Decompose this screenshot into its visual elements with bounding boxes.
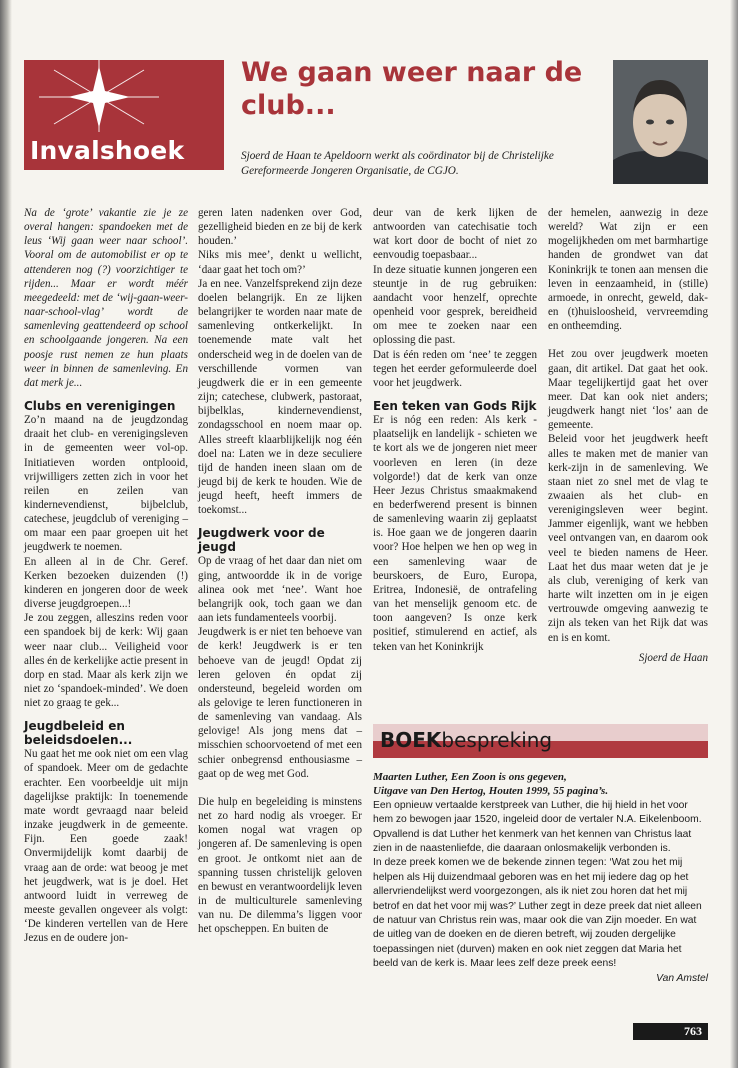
paragraph: der hemelen, aanwezig in deze wereld? Wat zijn er een mogelijkheden om met barmhartige handen de grondwet van dat Koninkrijk te tonen aan mensen die leven in eenzaamheid, in (stille) armoede, in onrecht, geweld, dak- en (t)huisloosheid, vervreemding en ontheemding. xyxy=(548,207,708,333)
author-signature: Sjoerd de Haan xyxy=(638,651,708,664)
paragraph: In deze preek komen we de bekende zinnen tegen: ‘Wat zou het mij helpen als Hij duizendmaal geboren was en het mij iedere dag op het allervriendelijkst werd voorgezongen, als ik niet zou horen dat het mij betrof en dat het voor mij was?’ Luther zegt in deze preek dat niet alleen de natuur van Christus rein was, maar ook die van Zijn moeder. En wat de uitleg van de doeken en de dieren betreft, wij zouden dergelijke toepassingen niet (durven) maken en ook niet zeggen dat Maria het beeld van de kerk is. Maar lees zelf deze preek eens! xyxy=(373,857,702,970)
heading-gods-rijk: Een teken van Gods Rijk xyxy=(373,399,537,414)
paragraph: Beleid voor het jeugdwerk heeft alles te maken met de manier van kerk-zijn in de samenleving. We staan niet zo snel met de vlag te zwaaien als het club- en verenigingsleven weer begint. Jammer eigenlijk, want we hebben veel ontvangen van, en daarom ook veel te bieden namens de Heer. Laat het dus maar weten dat je je als club, vereniging of kerk van harte wilt inzetten om in je eigen vertrouwde omgeving aanwezig te zijn als teken van het Rijk dat was en is en komt. xyxy=(548,433,708,644)
paragraph: En alleen al in de Chr. Geref. Kerken bezoeken duizenden (!) kinderen en jongeren door de week diverse jeugdgroepen...! xyxy=(24,555,188,611)
page-binding-edge xyxy=(0,0,12,1068)
page-right-edge xyxy=(730,0,738,1068)
paragraph: geren laten nadenken over God, gezelligheid bieden en ze bij de kerk houden.’ xyxy=(198,207,362,248)
heading-clubs: Clubs en verenigingen xyxy=(24,399,176,414)
heading-jeugdbeleid: Jeugdbeleid en beleidsdoelen... xyxy=(24,719,133,748)
paragraph: Nu gaat het me ook niet om een vlag of spandoek. Meer om de gedachte erachter. Een voorbeeldje uit mijn dagelijkse praktijk: In toenemende mate wordt gevraagd naar beleid inzake jeugdwerk in de gemeente. Fijn. Een goede zaak! Onvermijdelijk komt daarbij de vraag aan de orde: wat beoog je met het jeugdwerk, wat is je doel. Het antwoord luidt in verreweg de meeste gevallen ongeveer als volgt: ‘De kinderen vertellen van de Here Jezus en de oudere jon- xyxy=(24,748,188,945)
heading-jeugdwerk: Jeugdwerk voor de jeugd xyxy=(198,526,325,555)
paragraph: Een opnieuw vertaalde kerstpreek van Luther, die hij hield in het voor hem zo bewogen jaar 1520, ingeleid door de vertaler N.A. Eikelenboom. Opvallend is dat Luther het kenmerk van het kennen van Christus laat zien in de naastenliefde, die daaraan onlosmakelijk verbonden is. xyxy=(373,799,702,855)
article-title: We gaan weer naar de club... xyxy=(241,57,583,121)
paragraph: Zo’n maand na de jeugdzondag draait het club- en verenigingsleven in de gemeenten weer vol-op. Initiatieven worden ontplooid, vrijwilligers zetten zich in voor het reilen en zeilen van kindernevendienst, bijbelclub, catechese, jeugdclub of vereniging – om maar een paar groepen uit het jeugdwerk te noemen. xyxy=(24,414,188,554)
paragraph: Je zou zeggen, alleszins reden voor een spandoek bij de kerk: Wij gaan weer naar club... Veiligheid voor alles én de kerkelijke actie present in dorp en stad. Maar als kerk zijn we niet zo ‘spandoek-minded’. We doen niet zo graag te gek... xyxy=(24,612,188,710)
page-number: 763 xyxy=(684,1024,702,1038)
paragraph: deur van de kerk lijken de antwoorden van catechisatie toch wat kort door de bocht of niet zo eenvoudig toepasbaar... xyxy=(373,207,537,262)
paragraph: In deze situatie kunnen jongeren een steuntje in de rug gebruiken: aandacht voor henzelf, oprechte openheid voor gesprek, bereidheid om mee te zoeken naar een oplossing die past. xyxy=(373,263,537,347)
article-lead: Na de ‘grote’ vakantie zie je ze overal hangen: spandoeken met de leus ‘Wij gaan weer naar school’. Vooral om de automobilist er op te attenderen nog (?) voorzichtiger te rijden... Maar er wordt méér meegedeeld: met de ‘wij-gaan-weer-naar-school-vlag’ wordt de samenleving geattendeerd op school en schoolgaande jongeren. Na een poosje rust nemen ze hun plaats weer in binnen de samenleving. En dat merk je... xyxy=(24,207,188,389)
paragraph: Er is nóg een reden: Als kerk - plaatselijk en landelijk - schieten we te kort als we de jongeren niet meer voorleven en leren (in deze volgorde!) dat de kerk van onze Heer Jezus Christus smaakmakend en bederfwerend present is binnen de samenleving waarin zij geplaatst is. Hoe gaan we de jongeren daarin voor? Hoe helpen we hen op weg in een samenleving waar de beurskoers, de Euro, Europa, Eritrea, Indonesië, de ontrafeling van het menselijk genoom etc. de toon aangeven? Is onze kerk positief, stimulerend en actief, als teken van het Koninkrijk xyxy=(373,414,537,653)
paragraph: Ja en nee. Vanzelfsprekend zijn deze doelen belangrijk. En ze lijken belangrijker te worden naar mate de samenleving ontkerkelijkt. In toenemende mate valt het onderscheid weg in de doelen van de verschillende vormen van jeugdwerk die er in een gemeente zijn; catechese, clubwerk, pastoraat, bijbelklas, kindernevendienst, zondagsschool en noem maar op. Alles streeft klaarblijkelijk nog één doel na: Laten we in deze seculiere tijd de handen ineen slaan om de jeugd bij de kerk te houden. Wie de jeugd heeft, heeft immers de toekomst... xyxy=(198,277,362,517)
column-4 xyxy=(548,206,708,665)
section-label: Invalshoek xyxy=(30,136,185,165)
article-intro: Sjoerd de Haan te Apeldoorn werkt als coördinator bij de Christelijke Gereformeerde Jongeren Organisatie, de CGJO. xyxy=(241,150,554,177)
paragraph: Op de vraag of het daar dan niet om ging, antwoordde ik in de vorige alinea ook met ‘nee’. Want hoe belangrijk ook, toch gaan we dan aan iets fundamenteels voorbij. xyxy=(198,555,362,625)
portrait-image xyxy=(613,60,708,184)
section-banner xyxy=(24,60,224,170)
review-biblio-line-2: Uitgave van Den Hertog, Houten 1999, 55 pagina’s. xyxy=(373,785,609,798)
paragraph: Niks mis mee’, denkt u wellicht, ‘daar gaat het toch om?’ xyxy=(198,249,362,276)
column-2 xyxy=(198,206,362,937)
paragraph: Het zou over jeugdwerk moeten gaan, dit artikel. Dat gaat het ook. Maar tegelijkertijd gaat het over meer. Dat kan ook niet anders; jeugdwerk hangt niet ‘los’ aan de gemeente. xyxy=(548,348,708,432)
book-review xyxy=(373,770,708,986)
review-biblio-line-1: Maarten Luther, Een Zoon is ons gegeven, xyxy=(373,771,567,783)
paragraph: Die hulp en begeleiding is minstens net zo hard nodig als vroeger. Er komen nogal wat vragen op jongeren af. De samenleving is open en groot. Je ontkomt niet aan de spanning tussen christelijk geloven en bewust en verantwoordelijk leven in de multiculturele samenleving van nu. De dilemma’s liggen voor het opscheppen. En buiten de xyxy=(198,795,362,936)
paragraph: Dat is één reden om ‘nee’ te zeggen tegen het eerder geformuleerde doel voor het jeugdwerk. xyxy=(373,348,537,389)
page-number-box xyxy=(633,1023,708,1040)
column-1 xyxy=(24,206,188,946)
review-header-bold: BOEK xyxy=(380,728,442,752)
review-header-rest: bespreking xyxy=(441,728,553,752)
author-photo xyxy=(613,60,708,184)
paragraph: Jeugdwerk is er niet ten behoeve van de kerk! Jeugdwerk is er ten behoeve van de jeugd! Opdat zij leren geloven én opdat zij ondersteund, begeleid worden om als gelovige te leren functioneren in de samenleving van vandaag. Als gelovige! Als jong mens dat – misschien schoorvoetend of met een schier onbegrensd enthousiasme – gaat op de weg met God. xyxy=(198,626,362,780)
column-3 xyxy=(373,206,537,654)
review-header xyxy=(380,728,552,752)
review-signature: Van Amstel xyxy=(656,972,708,984)
